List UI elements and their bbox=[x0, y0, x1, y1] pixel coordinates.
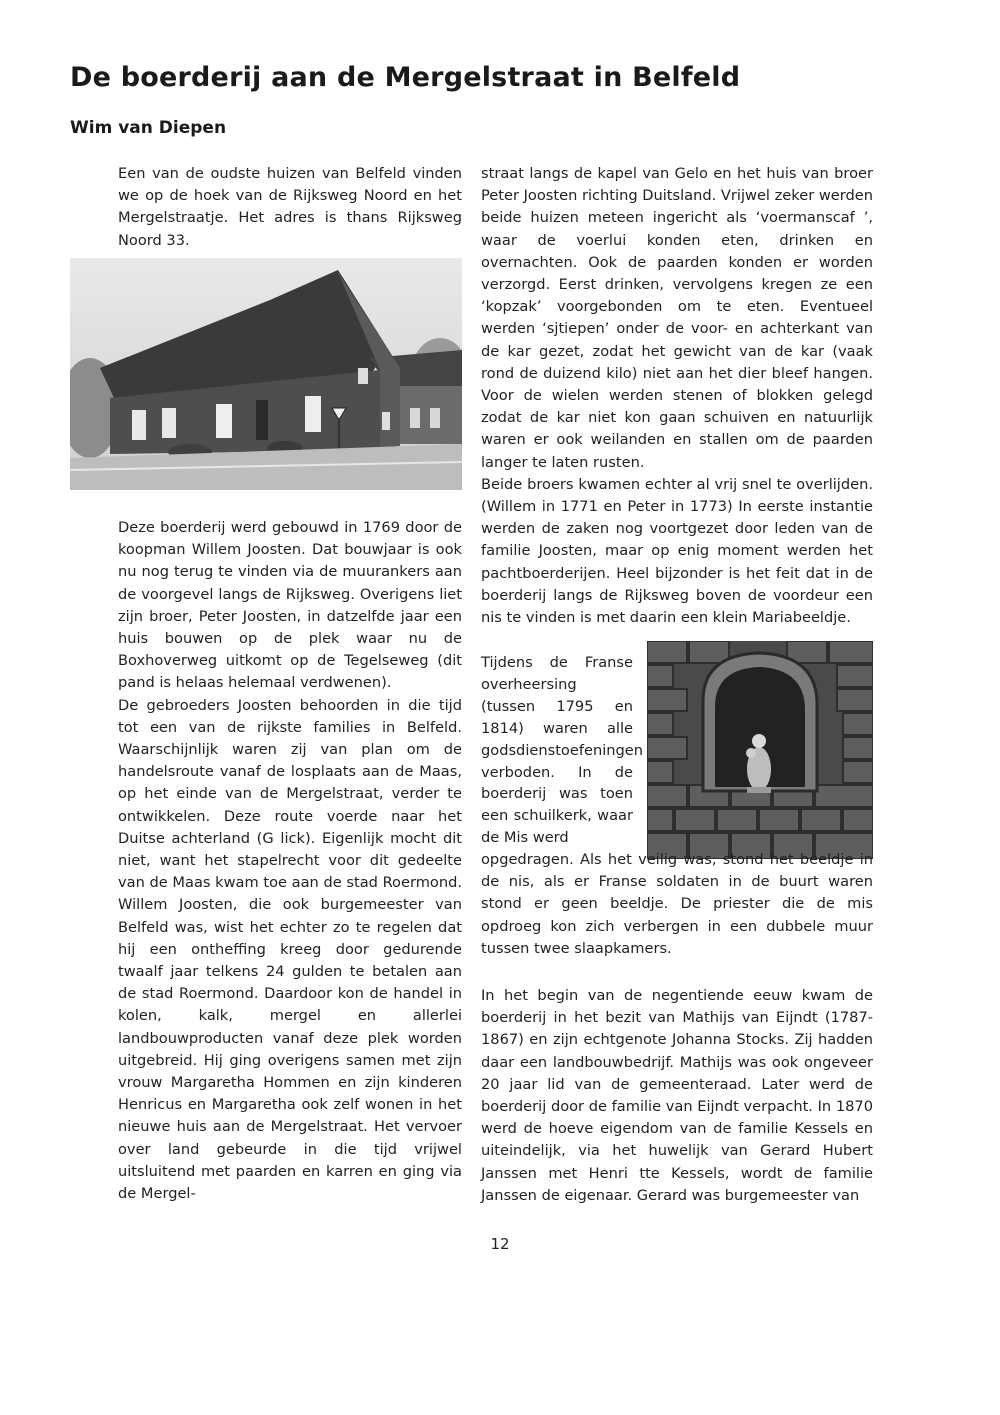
paragraph: Beide broers kwamen echter al vrij snel te overlijden. (Willem in 1771 en Peter in 1773) In eerste instantie werden de zaken nog voortgezet door leden van de familie Joosten, maar op enig moment werden het pachtboerderijen. Heel bijzonder is het feit dat in de boerderij langs de Rijksweg boven de voordeur een nis te vinden is met daarin een klein Mariabeeldje. bbox=[481, 475, 873, 627]
left-column-body bbox=[118, 517, 462, 1205]
right-column-lower bbox=[481, 985, 873, 1207]
paragraph-wrapped: Tijdens de Franse overheersing (tussen 1795 en 1814) waren alle godsdienstoefeningen verboden. In de boerderij was toen een schuilkerk, waar de Mis werd bbox=[481, 654, 643, 847]
article-title: De boerderij aan de Mergelstraat in Belfeld bbox=[70, 62, 741, 93]
paragraph: Deze boerderij werd gebouwd in 1769 door de koopman Willem Joosten. Dat bouwjaar is ook nu nog terug te vinden via de muurankers aan de voorgevel langs de Rijksweg. Overigens liet zijn broer, Peter Joosten, in datzelfde jaar een huis bouwen op de plek waar nu de Boxhoverweg uitkomt op de Tegelseweg (dit pand is helaas helemaal verdwenen). bbox=[118, 519, 462, 692]
right-column-upper bbox=[481, 163, 873, 629]
page-number: 12 bbox=[490, 1235, 510, 1253]
paragraph-wrapped-continued: opgedragen. Als het veilig was, stond het beeldje in de nis, als er Franse soldaten in de buurt waren stond er geen beeldje. De priester die de mis opdroeg kon zich verbergen in een dubbele muur tussen twee slaapkamers. bbox=[481, 851, 873, 957]
farmhouse-image bbox=[70, 258, 462, 490]
niche-image bbox=[647, 641, 873, 859]
author-name: Wim van Diepen bbox=[70, 118, 227, 138]
paragraph: In het begin van de negentiende eeuw kwam de boerderij in het bezit van Mathijs van Eijndt (1787-1867) en zijn echtgenote Johanna Stocks. Zij hadden daar een landbouwbedrijf. Mathijs was ook ongeveer 20 jaar lid van de gemeenteraad. Later werd de boerderij door de familie van Eijndt verpacht. In 1870 werd de hoeve eigendom van de familie Kessels en uiteindelijk, via het huwelijk van Gerard Hubert Janssen met Henri tte Kessels, wordt de familie Janssen de eigenaar. Gerard was burgemeester van bbox=[481, 987, 873, 1204]
left-column-intro bbox=[118, 163, 462, 252]
right-column-wrap bbox=[481, 652, 643, 849]
farmhouse-photo bbox=[70, 258, 462, 490]
paragraph: straat langs de kapel van Gelo en het huis van broer Peter Joosten richting Duitsland. Vrijwel zeker werden beide huizen meteen ingericht als ‘voermanscaf ’, waar de voerlui konden eten, drinken en overnachten. Ook de paarden konden er worden verzorgd. Eerst drinken, vervolgens kregen ze een ‘kopzak’ voorgebonden om te eten. Eventueel werden ‘sjtiepen’ onder de voor- en achterkant van de kar gezet, zodat het gewicht van de kar (vaak rond de duizend kilo) niet aan het dier bleef hangen. Voor de wielen werden stenen of blokken gelegd zodat de kar niet kon gaan schuiven en natuurlijk waren er ook weilanden en stallen om de paarden langer te laten rusten. bbox=[481, 165, 873, 471]
maria-niche-photo bbox=[647, 641, 873, 859]
paragraph: De gebroeders Joosten behoorden in die tijd tot een van de rijkste families in Belfeld. Waarschijnlijk waren zij van plan om de handelsroute vanaf de losplaats aan de Maas, op het einde van de Mergelstraat, verder te ontwikkelen. Deze route voerde naar het Duitse achterland (G lick). Eigenlijk mocht dit niet, want het stapelrecht voor dit gedeelte van de Maas kwam toe aan de stad Roermond. Willem Joosten, die ook burgemeester van Belfeld was, wist het echter zo te regelen dat hij een ontheffing kreeg door gedurende twaalf jaar telkens 24 gulden te betalen aan de stad Roermond. Daardoor kon de handel in kolen, kalk, mergel en allerlei landbouwproducten vanaf deze plek worden uitgebreid. Hij ging overigens samen met zijn vrouw Margaretha Hommen en zijn kinderen Henricus en Margaretha ook zelf wonen in het nieuwe huis aan de Mergelstraat. Het vervoer over land gebeurde in die tijd vrijwel uitsluitend met paarden en karren en ging via de Mergel- bbox=[118, 696, 462, 1203]
intro-paragraph: Een van de oudste huizen van Belfeld vinden we op de hoek van de Rijksweg Noord en het Mergelstraatje. Het adres is thans Rijksweg Noord 33. bbox=[118, 165, 462, 249]
